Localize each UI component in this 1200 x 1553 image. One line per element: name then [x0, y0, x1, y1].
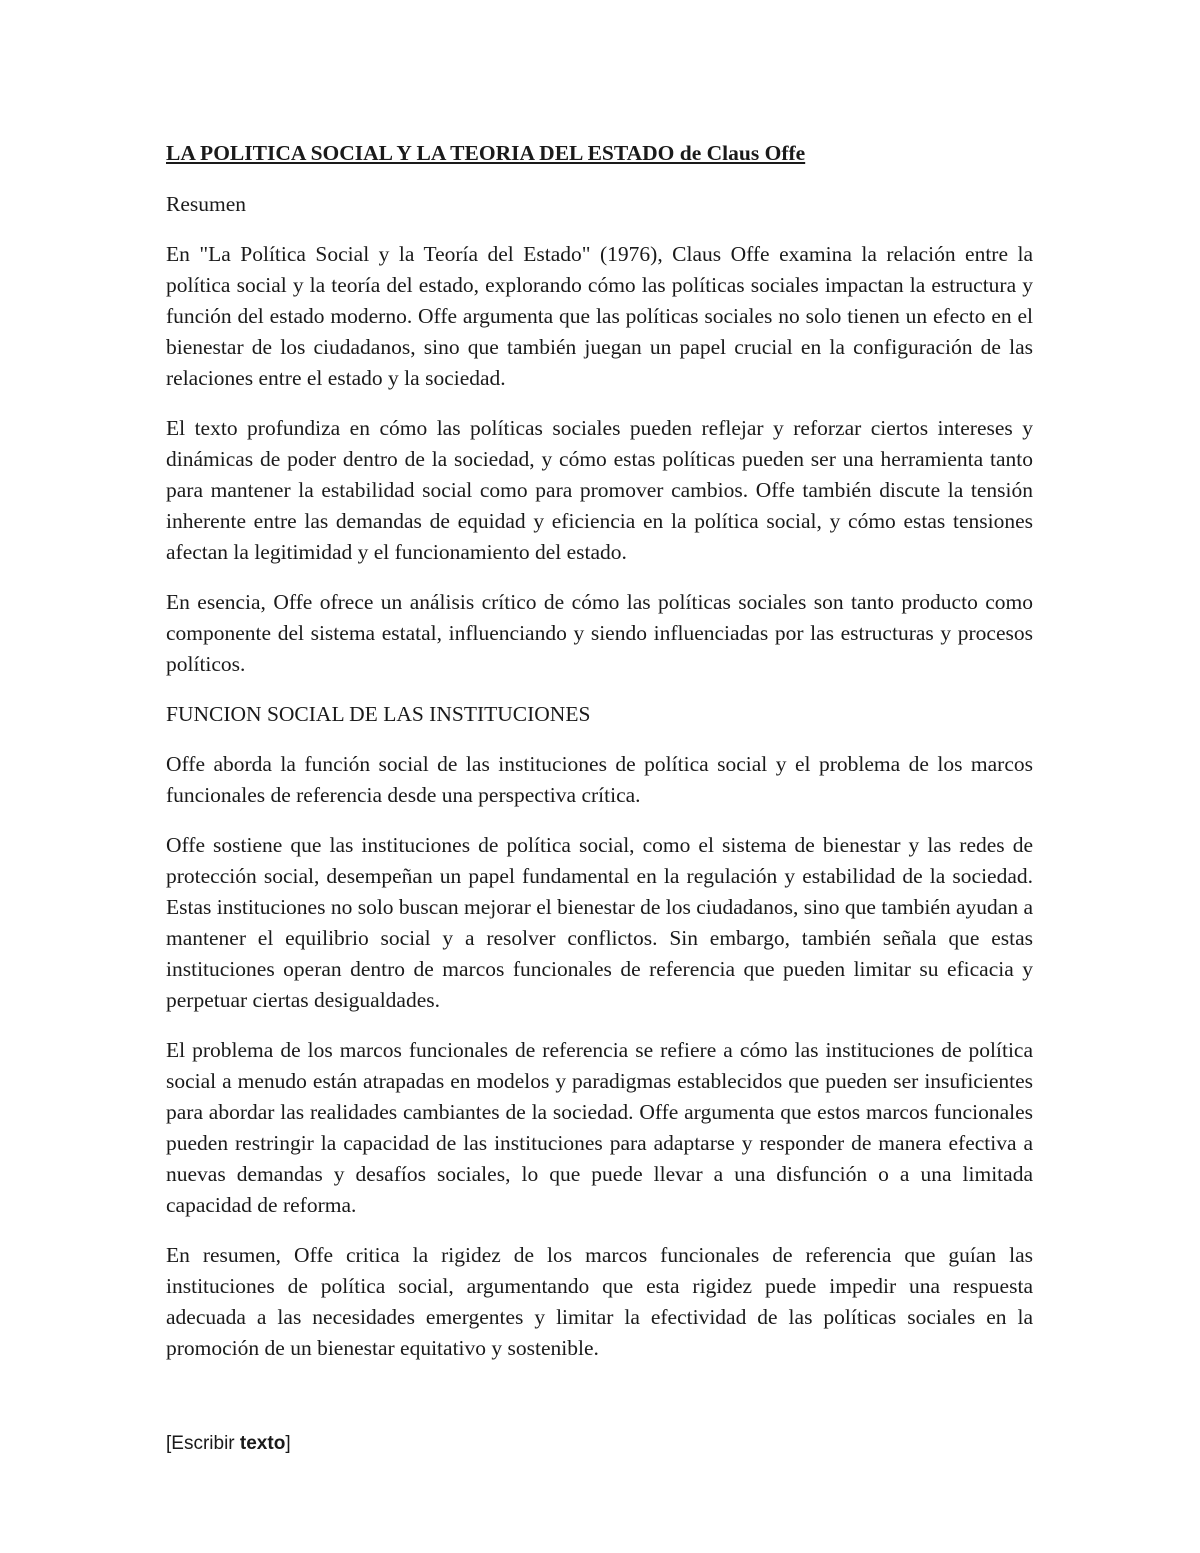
paragraph-intro-3: En esencia, Offe ofrece un análisis crítico de cómo las políticas sociales son tanto producto como componente del sistema estatal, influenciando y siendo influenciadas por las estructuras y procesos políticos. [166, 590, 1033, 676]
document-page [166, 138, 1033, 1383]
paragraph-section-2: Offe sostiene que las instituciones de política social, como el sistema de bienestar y las redes de protección social, desempeñan un papel fundamental en la regulación y estabilidad de la sociedad. Estas instituciones no solo buscan mejorar el bienestar de los ciudadanos, sino que también ayudan a mantener el equilibrio social y a resolver conflictos. Sin embargo, también señala que estas instituciones operan dentro de marcos funcionales de referencia que pueden limitar su eficacia y perpetuar ciertas desigualdades. [166, 833, 1033, 1012]
placeholder-close-bracket: ] [285, 1433, 291, 1454]
paragraph-section-4: En resumen, Offe critica la rigidez de los marcos funcionales de referencia que guían las instituciones de política social, argumentando que esta rigidez puede impedir una respuesta adecuada a las necesidades emergentes y limitar la efectividad de las políticas sociales en la promoción de un bienestar equitativo y sostenible. [166, 1243, 1033, 1360]
placeholder-word-text: texto [239, 1433, 286, 1454]
paragraph-intro-1: En "La Política Social y la Teoría del Estado" (1976), Claus Offe examina la relación entre la política social y la teoría del estado, explorando cómo las políticas sociales impactan la estructura y función del estado moderno. Offe argumenta que las políticas sociales no solo tienen un efecto en el bienestar de los ciudadanos, sino que también juegan un papel crucial en la configuración de las relaciones entre el estado y la sociedad. [166, 242, 1033, 390]
paragraph-intro-2: El texto profundiza en cómo las políticas sociales pueden reflejar y reforzar ciertos intereses y dinámicas de poder dentro de la sociedad, y cómo estas políticas pueden ser una herramienta tanto para mantener la estabilidad social como para promover cambios. Offe también discute la tensión inherente entre las demandas de equidad y eficiencia en la política social, y cómo estas tensiones afectan la legitimidad y el funcionamiento del estado. [166, 416, 1033, 564]
placeholder-text-field[interactable] [166, 1430, 291, 1458]
placeholder-open-bracket: [ [166, 1433, 172, 1454]
paragraph-section-1: Offe aborda la función social de las instituciones de política social y el problema de los marcos funcionales de referencia desde una perspectiva crítica. [166, 752, 1033, 807]
section-heading: FUNCION SOCIAL DE LAS INSTITUCIONES [166, 702, 591, 726]
document-title: LA POLITICA SOCIAL Y LA TEORIA DEL ESTADO de Claus Offe [166, 141, 806, 165]
placeholder-word-write: Escribir [171, 1433, 235, 1454]
summary-label: Resumen [166, 192, 247, 216]
paragraph-section-3: El problema de los marcos funcionales de referencia se refiere a cómo las instituciones de política social a menudo están atrapadas en modelos y paradigmas establecidos que pueden ser insuficientes para abordar las realidades cambiantes de la sociedad. Offe argumenta que estos marcos funcionales pueden restringir la capacidad de las instituciones para adaptarse y responder de manera efectiva a nuevas demandas y desafíos sociales, lo que puede llevar a una disfunción o a una limitada capacidad de reforma. [166, 1038, 1033, 1217]
